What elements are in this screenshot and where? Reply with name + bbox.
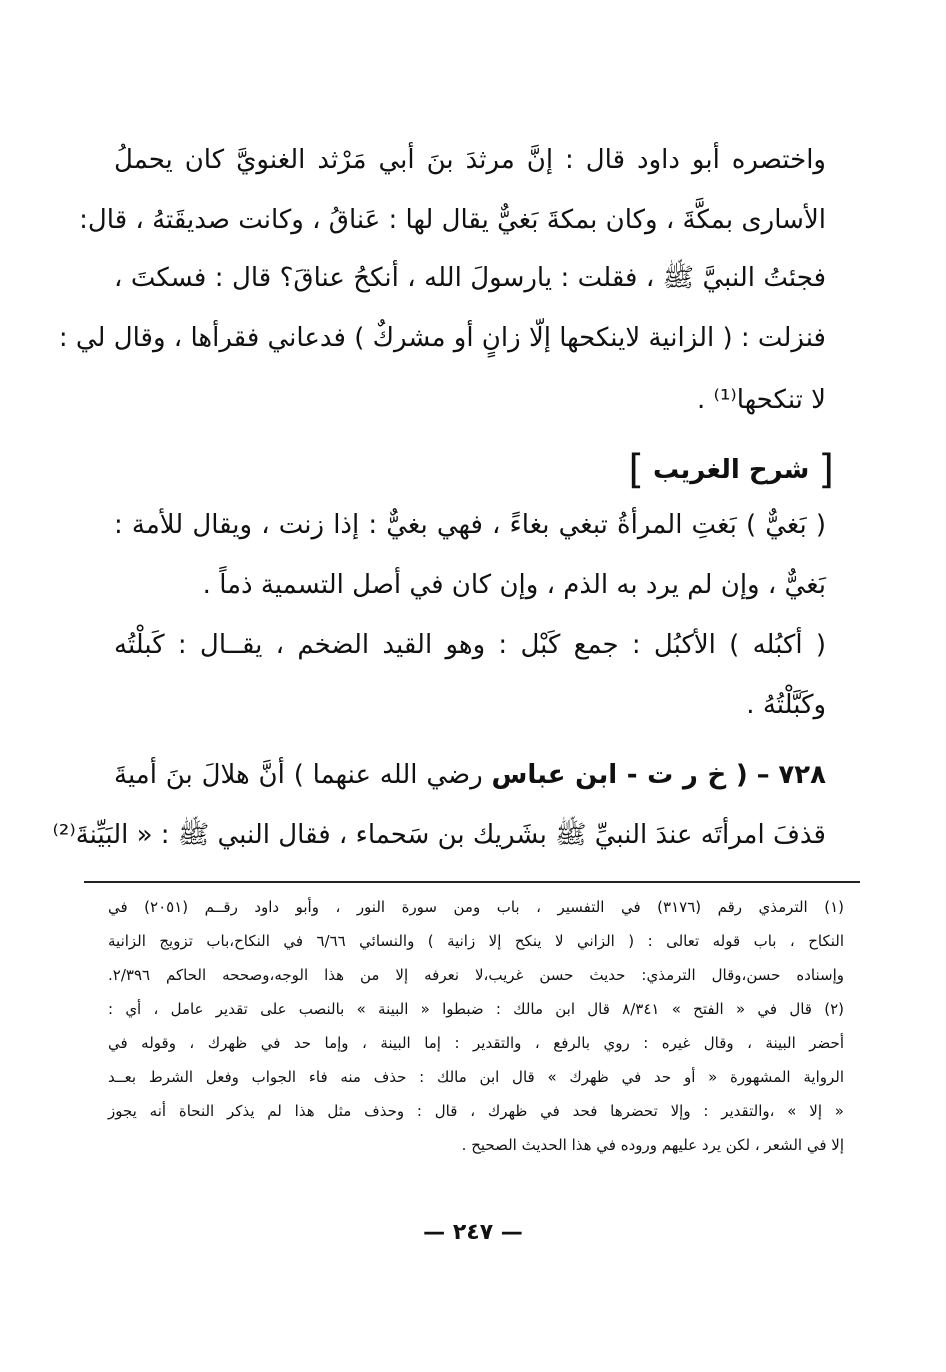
footnote-line-1: (١) الترمذي رقم (٣١٧٦) في التفسير ، باب ومن سورة النور ، وأبو داود رقــم (٢٠٥١) في [108, 898, 845, 916]
section-heading [628, 445, 834, 495]
footnote-separator [84, 881, 860, 883]
footnote-line-4: (٢) قال في « الفتح » ٨/٣٤١ قال ابن مالك : ضبطوا « البينة » بالنصب على تقدير عامل ، أي : [108, 1000, 844, 1018]
heading-bracket-close: ] [628, 447, 644, 493]
body-line-4: فنزلت : ( الزانية لاينكحها إلّا زانٍ أو مشركٌ ) فدعاني فقرأها ، وقال لي : [58, 323, 826, 353]
gloss-line-1: ( بَغيٌّ ) بَغتِ المرأةُ تبغي بغاءً ، فهي بغيٌّ : إذا زنت ، ويقال للأمة : [114, 510, 826, 540]
footnote-line-2: النكاح ، باب قوله تعالى : ( الزاني لا ينكح إلا زانية ) والنسائي ٦/٦٦ في النكاح،باب تزويج الزانية [108, 932, 845, 950]
footnote-line-3: وإسناده حسن،وقال الترمذي: حديث حسن غريب،لا نعرفه إلا من هذا الوجه،وصححه الحاكم ٢/٣٩٦. [108, 966, 844, 984]
gloss-line-2: بَغيٌّ ، وإن لم يرد به الذم ، وإن كان في أصل التسمية ذماً . [202, 570, 826, 600]
hadith-source: ( خ ر ت - ابن عباس [491, 760, 748, 790]
hadith-dash: – [756, 760, 770, 790]
body-line-1: واختصره أبو داود قال : إنَّ مرثدَ بنَ أبي مَرْثد الغنويَّ كان يحملُ [114, 145, 826, 175]
heading-text: شرح الغريب [652, 455, 810, 485]
hadith-728-line-1 [114, 755, 826, 799]
footnote-line-6: الرواية المشهورة « أو حد في ظهرك » قال ابن مالك : حذف منه فاء الجواب وفعل الشرط بعــد [108, 1068, 844, 1086]
body-line-3: فجئتُ النبيَّ ﷺ ، فقلت : يارسولَ الله ، أنكحُ عناقَ؟ قال : فسكتَ ، [114, 263, 826, 293]
footnote-line-5: أحضر البينة ، وقال غيره : روي بالرفع ، والتقدير : إما البينة ، وإما حد في ظهرك ، وقوله في [108, 1034, 844, 1052]
body-line-2: الأسارى بمكَّةَ ، وكان بمكةَ بَغيٌّ يقال لها : عَناقُ ، وكانت صديقَتهُ ، قال: [79, 205, 826, 235]
page-number: — ٢٤٧ — [423, 1220, 523, 1245]
body-line-5: لا تنكحها⁽¹⁾ . [697, 385, 826, 415]
gloss-line-3: ( أكبُله ) الأكبُل : جمع كَبْل : وهو القيد الضخم ، يقــال : كَبلْتُه [114, 630, 826, 660]
footnote-line-7: « إلا » ،والتقدير : وإلا تحضرها فحد في ظهرك ، قال : وحذف مثل هذا لم يذكر النحاة أنه يجوز [108, 1102, 844, 1120]
hadith-number: ٧٢٨ [778, 760, 826, 790]
gloss-line-4: وكَبَّلْتُهُ . [746, 690, 826, 720]
hadith-728-line-2: قذفَ امرأتَه عندَ النبيِّ ﷺ بشَريك بن سَحماء ، فقال النبي ﷺ : « البَيِّنةَ⁽²⁾ [52, 820, 826, 850]
heading-bracket-open: [ [818, 447, 834, 493]
hadith-line1-rest: رضي الله عنهما ) أنَّ هلالَ بنَ أميةَ [114, 760, 483, 790]
footnote-line-8: إلا في الشعر ، لكن يرد عليهم وروده في هذا الحديث الصحيح . [461, 1136, 844, 1154]
